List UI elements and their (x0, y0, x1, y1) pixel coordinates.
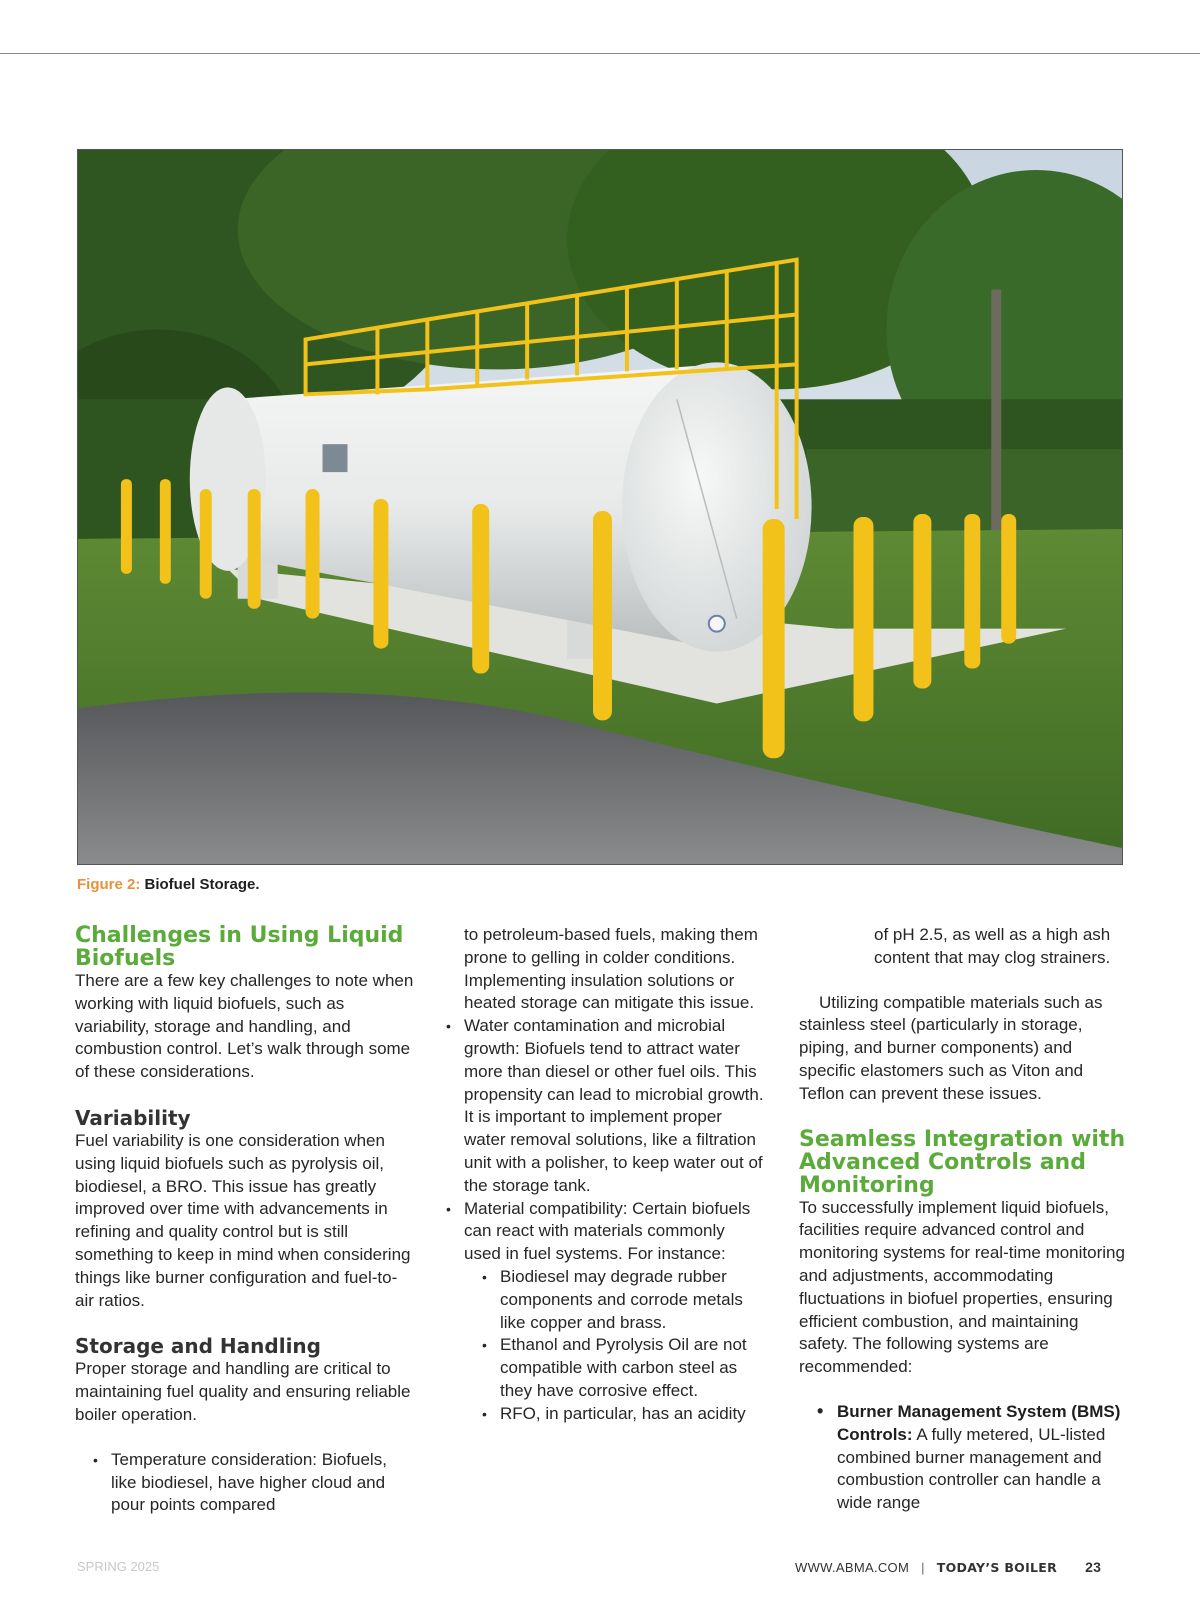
column-1 (75, 924, 415, 1517)
storage-bullet-list-continued (464, 1015, 764, 1266)
bms-text: A fully metered, UL-listed combined burner management and combustion controller can handle a wide range (837, 1424, 1106, 1513)
heading-storage: Storage and Handling (75, 1334, 321, 1359)
heading-challenges: Challenges in Using Liquid Biofuels (75, 923, 404, 971)
footer-site: WWW.ABMA.COM (795, 1560, 910, 1575)
bullet-water: • Water contamination and microbial growth: Biofuels tend to attract water more than diesel or other fuel oils. This propensity can lead to microbial growth. It is important to implement proper water removal solutions, like a filtration unit with a polisher, to keep water out of the storage tank. (464, 1015, 764, 1197)
bullet-material: • Material compatibility: Certain biofuels can react with materials commonly used in fuel systems. For instance: (464, 1198, 764, 1266)
footer-magazine: TODAY’S BOILER (936, 1560, 1058, 1575)
page-number: 23 (1085, 1559, 1102, 1575)
heading-integration: Seamless Integration with Advanced Controls and Monitoring (799, 1126, 1126, 1198)
figure-caption (77, 876, 260, 893)
bullet-bms (799, 1401, 1129, 1515)
top-rule (0, 53, 1200, 54)
sub-bullet-ethanol: • Ethanol and Pyrolysis Oil are not compatible with carbon steel as they have corrosive effect. (464, 1334, 764, 1402)
figure-label: Figure 2: (77, 876, 141, 893)
storage-bullet-list (75, 1449, 415, 1517)
integration-paragraph: To successfully implement liquid biofuels, facilities require advanced control and monitoring systems for real-time monitoring and adjustments, accommodating fluctuations in biofuel properties, ensuring efficient combustion, and maintaining safety. The following systems are recommended: (799, 1197, 1125, 1377)
biofuel-tank-illustration (78, 150, 1122, 864)
bms-label: Burner Management System (BMS) Controls: (837, 1401, 1121, 1444)
intro-paragraph: There are a few key challenges to note when working with liquid biofuels, such as variability, storage and handling, and combustion control. Let’s walk through some of these considerations. (75, 971, 414, 1082)
material-sub-list (464, 1266, 764, 1426)
sub-bullet-biodiesel: • Biodiesel may degrade rubber components and corrode metals like copper and brass. (464, 1266, 764, 1334)
footer-issue: SPRING 2025 (77, 1559, 160, 1574)
biofuel-storage-photo (77, 149, 1123, 865)
sub-bullet-rfo: • RFO, in particular, has an acidity (464, 1403, 764, 1426)
bullet-temperature: • Temperature consideration: Biofuels, like biodiesel, have higher cloud and pour points compared (75, 1449, 415, 1517)
heading-variability: Variability (75, 1105, 191, 1130)
temperature-continued: to petroleum-based fuels, making them prone to gelling in colder conditions. Implementing insulation solutions or heated storage can mitigate this issue. (464, 925, 758, 1013)
footer-right (795, 1559, 1101, 1575)
column-3 (799, 924, 1129, 1515)
column-2 (464, 924, 764, 1426)
compatible-materials-paragraph: Utilizing compatible materials such as stainless steel (particularly in storage, piping, and burner components) and specific elastomers such as Viton and Teflon can prevent these issues. (799, 992, 1103, 1103)
figure-caption-text: Biofuel Storage. (144, 876, 260, 893)
variability-paragraph: Fuel variability is one consideration when using liquid biofuels such as pyrolysis oil, biodiesel, a BRO. This issue has greatly improved over time with advancements in refining and quality control but is still something to keep in mind when considering things like burner configuration and fuel-to-air ratios. (75, 1130, 411, 1310)
footer-separator: | (921, 1560, 925, 1575)
rfo-continued: of pH 2.5, as well as a high ash content that may clog strainers. (874, 925, 1111, 967)
systems-bullet-list (799, 1401, 1129, 1515)
storage-paragraph: Proper storage and handling are critical to maintaining fuel quality and ensuring reliable boiler operation. (75, 1359, 411, 1424)
